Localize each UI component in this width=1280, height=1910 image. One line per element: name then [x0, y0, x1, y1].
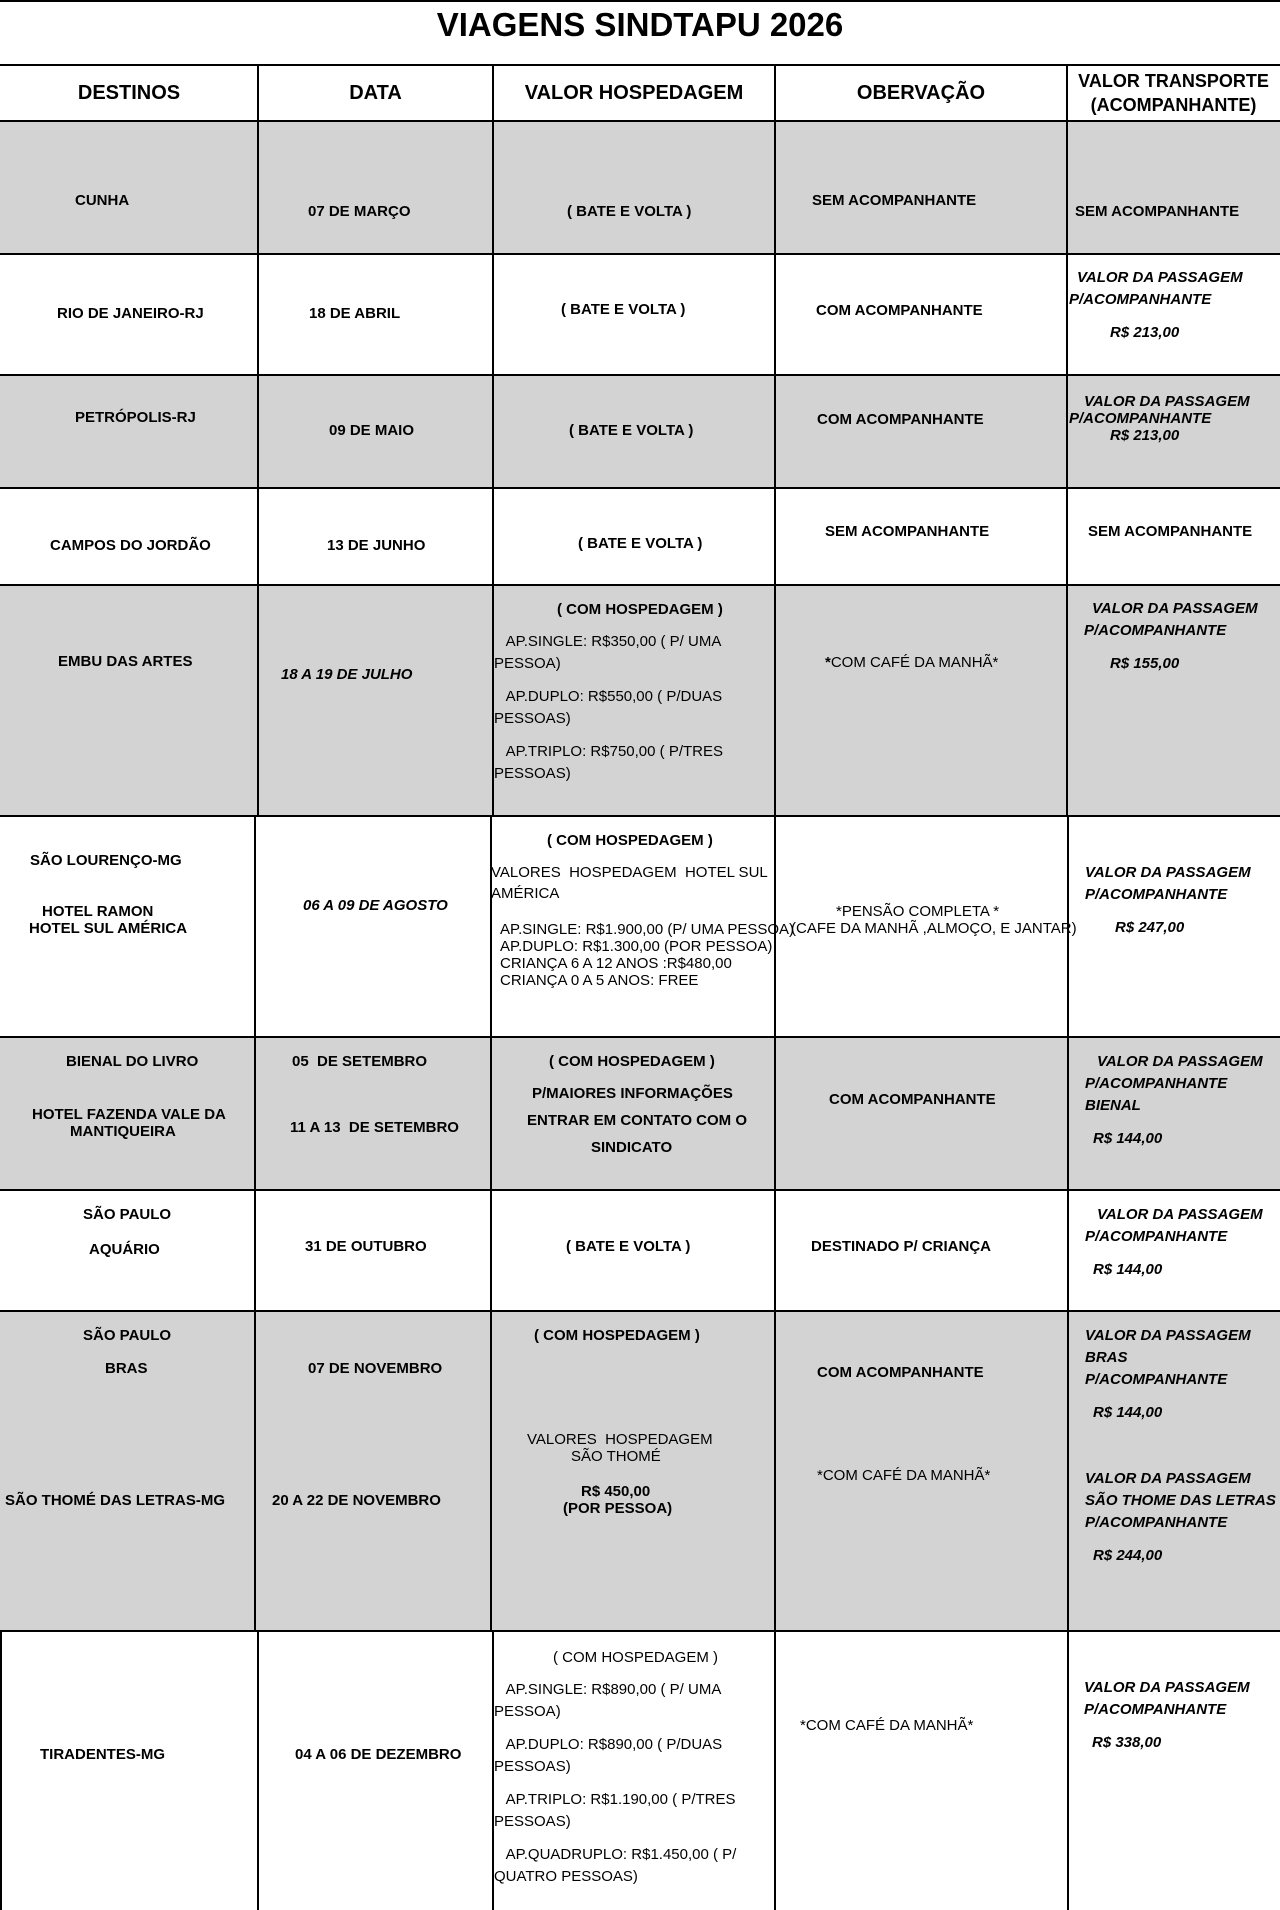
- hospedagem-linha: SINDICATO: [591, 1139, 673, 1156]
- hospedagem-linha: AP.DUPLO: R$1.300,00 (POR PESSOA): [500, 938, 773, 955]
- column-divider: [0, 1632, 2, 1910]
- hospedagem-linha: AP.DUPLO: R$890,00 ( P/DUAS: [494, 1736, 723, 1753]
- table-row: [0, 1312, 1280, 1632]
- header-valor-transporte-line1: VALOR TRANSPORTE: [1078, 71, 1269, 91]
- data: 07 DE MARÇO: [308, 203, 411, 220]
- hospedagem-linha: AP.QUADRUPLO: R$1.450,00 ( P/: [494, 1846, 737, 1863]
- transporte-valor: R$ 244,00: [1093, 1547, 1163, 1564]
- hospedagem-linha: P/MAIORES INFORMAÇÕES: [532, 1085, 733, 1102]
- destino: RIO DE JANEIRO-RJ: [57, 305, 204, 322]
- observacao: (CAFE DA MANHÃ ,ALMOÇO, E JANTAR): [791, 920, 1077, 937]
- table-row: [0, 817, 1280, 1038]
- observacao: SEM ACOMPANHANTE: [825, 523, 990, 540]
- destino: HOTEL RAMON: [42, 903, 154, 920]
- hospedagem-linha: PESSOAS): [494, 1758, 571, 1775]
- destino: BRAS: [105, 1360, 148, 1377]
- transporte-valor: R$ 247,00: [1115, 919, 1185, 936]
- hospedagem-linha: AP.SINGLE: R$350,00 ( P/ UMA: [494, 633, 722, 650]
- transporte-label: BIENAL: [1085, 1097, 1141, 1114]
- table-row: [0, 489, 1280, 586]
- hospedagem-linha: AP.SINGLE: R$1.900,00 (P/ UMA PESSOA): [500, 921, 795, 938]
- destino: BIENAL DO LIVRO: [66, 1053, 199, 1070]
- hospedagem-linha: CRIANÇA 0 A 5 ANOS: FREE: [500, 972, 699, 989]
- column-divider: [254, 1312, 256, 1630]
- observacao: COM ACOMPANHANTE: [829, 1091, 996, 1108]
- observacao: *COM CAFÉ DA MANHÃ*: [800, 1717, 974, 1734]
- observacao-marca: *: [825, 654, 831, 671]
- column-divider: [1066, 255, 1068, 374]
- header-valor-hospedagem: VALOR HOSPEDAGEM: [524, 82, 744, 104]
- column-divider: [257, 586, 259, 815]
- destino: SÃO LOURENÇO-MG: [30, 852, 182, 869]
- hospedagem-linha: AMÉRICA: [491, 885, 560, 902]
- transporte-label: SÃO THOME DAS LETRAS: [1085, 1492, 1276, 1509]
- page-title: VIAGENS SINDTAPU 2026: [0, 0, 1280, 66]
- observacao: *COM CAFÉ DA MANHÃ*: [817, 1467, 991, 1484]
- transporte-label: P/ACOMPANHANTE: [1085, 1514, 1228, 1531]
- transporte-label: VALOR DA PASSAGEM: [1084, 1679, 1250, 1696]
- transporte-label: P/ACOMPANHANTE: [1069, 291, 1212, 308]
- transporte-label: VALOR DA PASSAGEM: [1092, 600, 1258, 617]
- destino: SÃO THOMÉ DAS LETRAS-MG: [5, 1492, 225, 1509]
- table-row: [0, 1191, 1280, 1312]
- column-divider: [254, 1191, 256, 1310]
- destino: SÃO PAULO: [83, 1206, 172, 1223]
- observacao: COM ACOMPANHANTE: [817, 1364, 984, 1381]
- table-row: [0, 255, 1280, 376]
- transporte-valor: R$ 155,00: [1110, 655, 1180, 672]
- transporte-valor: R$ 144,00: [1093, 1404, 1163, 1421]
- column-divider: [1066, 376, 1068, 487]
- destino: PETRÓPOLIS-RJ: [75, 409, 196, 426]
- hospedagem-linha: PESSOA): [494, 1703, 561, 1720]
- transporte: SEM ACOMPANHANTE: [1088, 523, 1253, 540]
- column-divider: [774, 1038, 776, 1189]
- transporte-label: P/ACOMPANHANTE: [1084, 622, 1227, 639]
- hospedagem-linha: AP.TRIPLO: R$750,00 ( P/TRES: [494, 743, 723, 760]
- data: 07 DE NOVEMBRO: [308, 1360, 443, 1377]
- data: 18 A 19 DE JULHO: [281, 666, 413, 683]
- hospedagem-linha: CRIANÇA 6 A 12 ANOS :R$480,00: [500, 955, 732, 972]
- data: 31 DE OUTUBRO: [305, 1238, 427, 1255]
- transporte-label: P/ACOMPANHANTE: [1085, 1371, 1228, 1388]
- hospedagem-linha: SÃO THOMÉ: [571, 1448, 661, 1465]
- header-observacao: OBERVAÇÃO: [856, 82, 986, 104]
- table-header: [0, 66, 1280, 122]
- column-divider: [774, 1191, 776, 1310]
- column-divider: [254, 1038, 256, 1189]
- column-divider: [774, 1312, 776, 1630]
- observacao: DESTINADO P/ CRIANÇA: [811, 1238, 992, 1255]
- column-divider: [490, 1191, 492, 1310]
- column-divider: [254, 817, 256, 1036]
- column-divider: [490, 817, 492, 1036]
- destino: HOTEL FAZENDA VALE DA: [32, 1106, 226, 1123]
- hospedagem-linha: QUATRO PESSOAS): [494, 1868, 638, 1885]
- data: 20 A 22 DE NOVEMBRO: [272, 1492, 441, 1509]
- table-row: [0, 122, 1280, 255]
- transporte-label: VALOR DA PASSAGEM: [1085, 1327, 1251, 1344]
- column-divider: [1067, 1312, 1069, 1630]
- column-divider: [774, 122, 776, 253]
- column-divider: [257, 1632, 259, 1910]
- transporte-label: P/ACOMPANHANTE: [1069, 410, 1212, 427]
- data: 11 A 13 DE SETEMBRO: [290, 1119, 459, 1136]
- transporte-valor: R$ 338,00: [1092, 1734, 1162, 1751]
- column-divider: [492, 489, 494, 584]
- hospedagem-titulo: ( COM HOSPEDAGEM ): [553, 1649, 719, 1666]
- column-divider: [492, 255, 494, 374]
- table-row: [0, 586, 1280, 817]
- header-data: DATA: [349, 82, 402, 104]
- data: 04 A 06 DE DEZEMBRO: [295, 1746, 462, 1763]
- destino: AQUÁRIO: [89, 1241, 160, 1258]
- column-divider: [257, 376, 259, 487]
- column-divider: [492, 122, 494, 253]
- data: 18 DE ABRIL: [309, 305, 401, 322]
- transporte-label: P/ACOMPANHANTE: [1085, 1075, 1228, 1092]
- destino: TIRADENTES-MG: [40, 1746, 165, 1763]
- transporte: SEM ACOMPANHANTE: [1075, 203, 1240, 220]
- transporte-valor: R$ 144,00: [1093, 1261, 1163, 1278]
- hospedagem-linha: ENTRAR EM CONTATO COM O: [527, 1112, 747, 1129]
- hospedagem-linha: PESSOAS): [494, 765, 571, 782]
- observacao: COM ACOMPANHANTE: [817, 411, 984, 428]
- hospedagem-por: (POR PESSOA): [563, 1500, 673, 1517]
- column-divider: [257, 122, 259, 253]
- data: 13 DE JUNHO: [327, 537, 426, 554]
- hospedagem-linha: PESSOAS): [494, 1813, 571, 1830]
- table-row: [0, 1038, 1280, 1191]
- destino: CUNHA: [75, 192, 130, 209]
- transporte-label: VALOR DA PASSAGEM: [1097, 1206, 1263, 1223]
- column-divider: [257, 255, 259, 374]
- hospedagem: ( BATE E VOLTA ): [566, 1238, 691, 1255]
- hospedagem-valor: R$ 450,00: [581, 1483, 651, 1500]
- column-divider: [774, 1632, 776, 1910]
- observacao: [825, 654, 998, 672]
- column-divider: [774, 255, 776, 374]
- transporte-label: VALOR DA PASSAGEM: [1097, 1053, 1263, 1070]
- header-divider: [257, 66, 259, 120]
- header-destinos: DESTINOS: [77, 82, 181, 104]
- hospedagem-linha: AP.TRIPLO: R$1.190,00 ( P/TRES: [494, 1791, 736, 1808]
- transporte-valor: R$ 213,00: [1110, 427, 1180, 444]
- destino: SÃO PAULO: [83, 1327, 172, 1344]
- data: 05 DE SETEMBRO: [292, 1053, 428, 1070]
- hospedagem-linha: PESSOA): [494, 655, 561, 672]
- transporte-label: VALOR DA PASSAGEM: [1085, 1470, 1251, 1487]
- column-divider: [1066, 586, 1068, 815]
- header-valor-transporte-line2: (ACOMPANHANTE): [1090, 95, 1257, 115]
- table-row: [0, 376, 1280, 489]
- column-divider: [1067, 1191, 1069, 1310]
- hospedagem-linha: VALORES HOSPEDAGEM HOTEL SUL: [491, 864, 768, 881]
- data: 09 DE MAIO: [329, 422, 415, 439]
- observacao-texto: COM CAFÉ DA MANHÃ*: [830, 654, 999, 671]
- header-divider: [492, 66, 494, 120]
- transporte-label: P/ACOMPANHANTE: [1084, 1701, 1227, 1718]
- header-divider: [1066, 66, 1068, 120]
- column-divider: [774, 586, 776, 815]
- transporte-label: P/ACOMPANHANTE: [1085, 886, 1228, 903]
- column-divider: [774, 376, 776, 487]
- transporte-label: P/ACOMPANHANTE: [1085, 1228, 1228, 1245]
- transporte-valor: R$ 144,00: [1093, 1130, 1163, 1147]
- table-row: [0, 1632, 1280, 1910]
- column-divider: [492, 376, 494, 487]
- transporte-label: VALOR DA PASSAGEM: [1077, 269, 1243, 286]
- hospedagem-titulo: ( COM HOSPEDAGEM ): [557, 601, 723, 618]
- hospedagem: ( BATE E VOLTA ): [567, 203, 692, 220]
- transporte-label: VALOR DA PASSAGEM: [1085, 864, 1251, 881]
- column-divider: [1066, 122, 1068, 253]
- destino: EMBU DAS ARTES: [58, 653, 193, 670]
- hospedagem-linha: PESSOAS): [494, 710, 571, 727]
- hospedagem: ( BATE E VOLTA ): [569, 422, 694, 439]
- column-divider: [1067, 1038, 1069, 1189]
- hospedagem-titulo: ( COM HOSPEDAGEM ): [547, 832, 713, 849]
- observacao: SEM ACOMPANHANTE: [812, 192, 977, 209]
- transporte-label: BRAS: [1085, 1349, 1128, 1366]
- transporte-label: VALOR DA PASSAGEM: [1084, 393, 1250, 410]
- hospedagem-titulo: ( COM HOSPEDAGEM ): [534, 1327, 700, 1344]
- destino: HOTEL SUL AMÉRICA: [29, 920, 188, 937]
- header-valor-transporte: [1067, 66, 1280, 120]
- column-divider: [1066, 489, 1068, 584]
- column-divider: [774, 489, 776, 584]
- hospedagem-linha: AP.DUPLO: R$550,00 ( P/DUAS: [494, 688, 723, 705]
- observacao: COM ACOMPANHANTE: [816, 302, 983, 319]
- hospedagem: ( BATE E VOLTA ): [578, 535, 703, 552]
- destino: MANTIQUEIRA: [70, 1123, 176, 1140]
- column-divider: [1067, 1632, 1069, 1910]
- column-divider: [490, 1038, 492, 1189]
- hospedagem-linha: VALORES HOSPEDAGEM: [527, 1431, 713, 1448]
- hospedagem: ( BATE E VOLTA ): [561, 301, 686, 318]
- transporte-valor: R$ 213,00: [1110, 324, 1180, 341]
- column-divider: [490, 1312, 492, 1630]
- column-divider: [257, 489, 259, 584]
- destino: CAMPOS DO JORDÃO: [50, 537, 211, 554]
- hospedagem-linha: AP.SINGLE: R$890,00 ( P/ UMA: [494, 1681, 722, 1698]
- header-divider: [774, 66, 776, 120]
- hospedagem-titulo: ( COM HOSPEDAGEM ): [549, 1053, 715, 1070]
- data: 06 A 09 DE AGOSTO: [303, 897, 448, 914]
- observacao: *PENSÃO COMPLETA *: [836, 903, 1000, 920]
